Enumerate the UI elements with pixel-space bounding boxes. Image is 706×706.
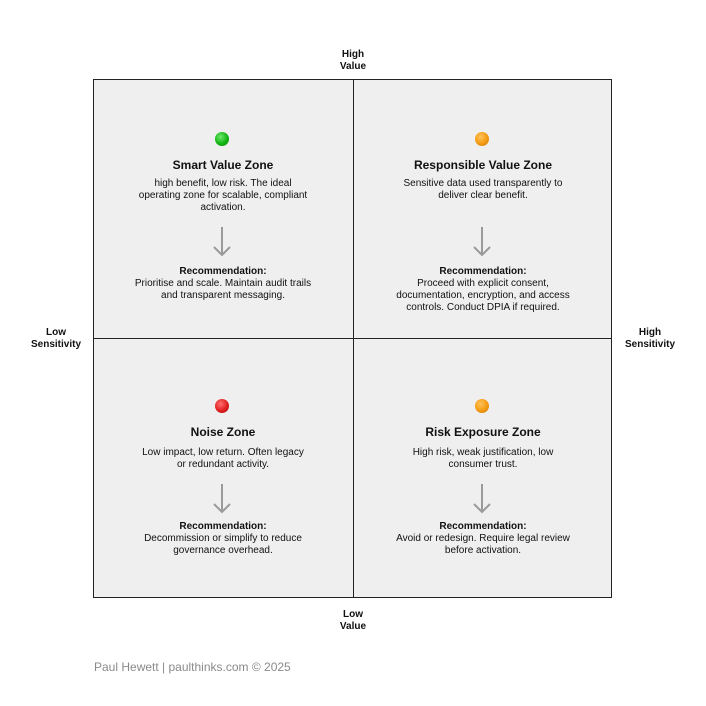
axis-label-left: Low Sensitivity xyxy=(30,327,82,350)
recommendation-text: Decommission or simplify to reduce governance overhead. xyxy=(144,533,302,556)
quadrant-description: High risk, weak justification, low consumer trust. xyxy=(412,447,554,470)
quadrant-description: high benefit, low risk. The ideal operating zone for scalable, compliant activation. xyxy=(138,178,308,213)
recommendation xyxy=(394,521,572,557)
status-dot-icon xyxy=(215,132,229,146)
recommendation xyxy=(394,266,572,314)
quadrant-description: Sensitive data used transparently to deliver clear benefit. xyxy=(403,178,563,201)
recommendation-label: Recommendation: xyxy=(439,266,527,277)
quadrant-title: Smart Value Zone xyxy=(172,158,274,172)
quadrant-grid xyxy=(93,79,612,598)
status-dot-icon xyxy=(475,399,489,413)
recommendation-text: Prioritise and scale. Maintain audit trails and transparent messaging. xyxy=(134,278,312,301)
quadrant-title: Risk Exposure Zone xyxy=(425,425,541,439)
quadrant-noise xyxy=(94,339,352,597)
recommendation-label: Recommendation: xyxy=(179,521,267,532)
axis-label-right: High Sensitivity xyxy=(624,327,676,350)
recommendation-label: Recommendation: xyxy=(439,521,527,532)
recommendation-text: Proceed with explicit consent, documentation, encryption, and access controls. Conduct DPIA if required. xyxy=(396,278,570,313)
arrow-down-icon xyxy=(212,226,232,258)
arrow-down-icon xyxy=(212,483,232,515)
status-dot-icon xyxy=(215,399,229,413)
recommendation-label: Recommendation: xyxy=(179,266,267,277)
status-dot-icon xyxy=(475,132,489,146)
quadrant-title: Responsible Value Zone xyxy=(413,158,553,172)
axis-label-bottom: Low Value xyxy=(339,609,367,632)
axis-label-top: High Value xyxy=(339,49,367,72)
recommendation xyxy=(134,266,312,302)
quadrant-smart-value xyxy=(94,80,352,338)
arrow-down-icon xyxy=(472,226,492,258)
arrow-down-icon xyxy=(472,483,492,515)
quadrant-description: Low impact, low return. Often legacy or redundant activity. xyxy=(142,447,304,470)
quadrant-risk-exposure xyxy=(354,339,612,597)
recommendation xyxy=(134,521,312,557)
footer-credit: Paul Hewett | paulthinks.com © 2025 xyxy=(94,660,291,674)
quadrant-responsible-value xyxy=(354,80,612,338)
recommendation-text: Avoid or redesign. Require legal review before activation. xyxy=(396,533,570,556)
quadrant-title: Noise Zone xyxy=(190,425,256,439)
